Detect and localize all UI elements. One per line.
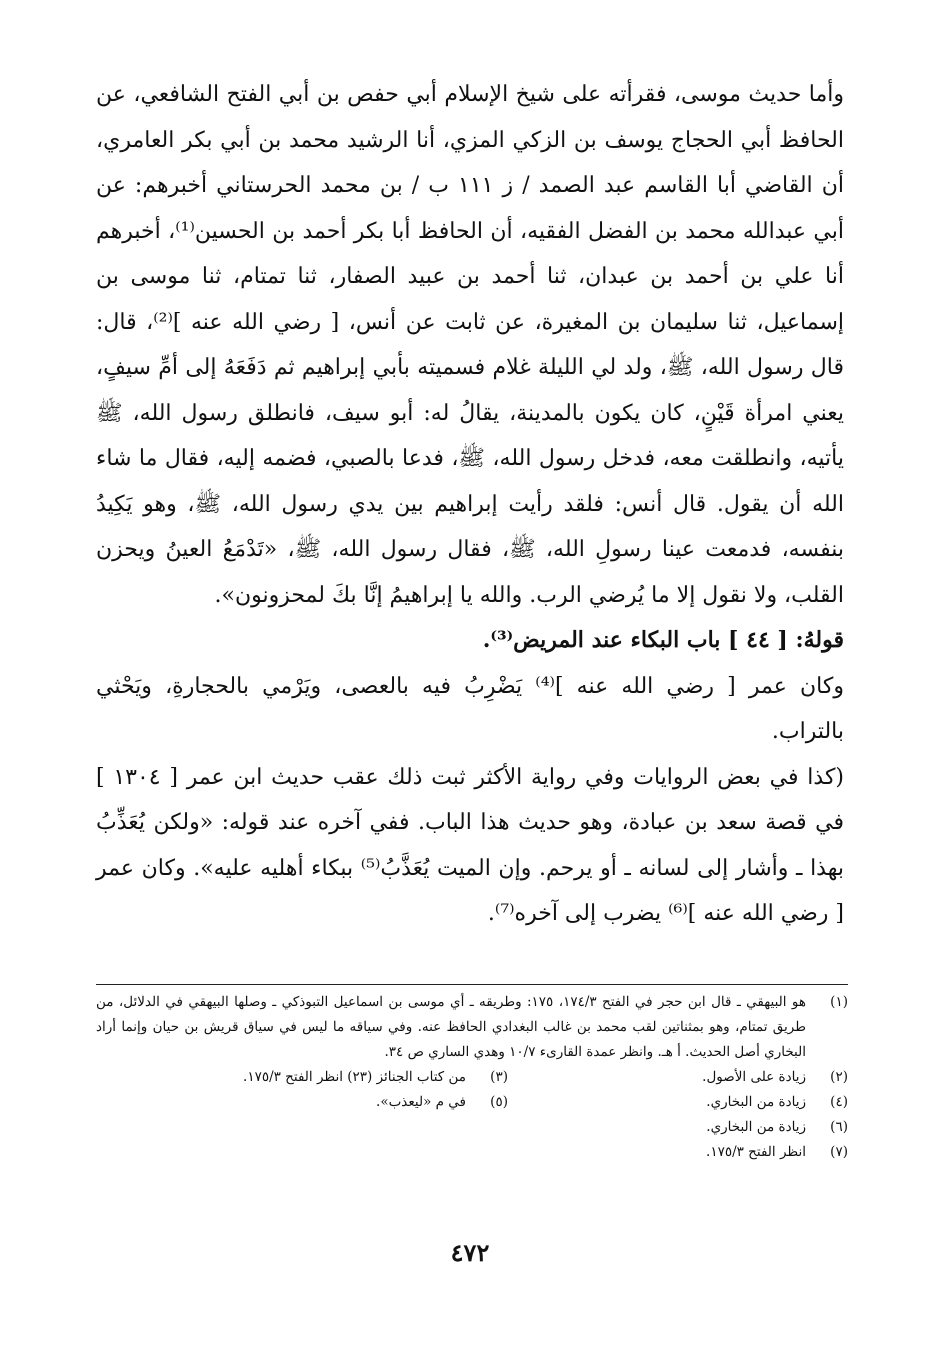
footnotes	[96, 990, 848, 1165]
footnote-text: هو البيهقي ـ قال ابن حجر في الفتح ١٧٤/٣، ١٧٥: وطريقه ـ أي موسى بن اسماعيل التبوذكي ـ وصلها البيهقي في الدلائل، من طريق تمتام، وهو بمثناتين لقب محمد بن غالب البغدادي الحافظ عنه. وفي سياقه ما ليس في سياق قريش بن حيان وإنما أراد البخاري أصل الحديث. أ هـ. وانظر عمدة القارىء ١٠/٧ وهدي الساري ص ٣٤.	[96, 994, 806, 1060]
footnote-text: زيادة من البخاري.	[706, 1094, 806, 1110]
footnote-2	[508, 1065, 848, 1090]
footnote-number: (٣)	[490, 1069, 508, 1085]
footnote-text: في م «ليعذب».	[376, 1094, 466, 1110]
footnote-text: زيادة على الأصول.	[702, 1069, 806, 1085]
footnote-number: (٦)	[830, 1119, 848, 1135]
page-number: ٤٧٢	[450, 1238, 490, 1267]
footnote-1	[96, 990, 848, 1065]
footnote-number: (٥)	[490, 1094, 508, 1110]
footnote-text: زيادة من البخاري.	[706, 1119, 806, 1135]
footnote-3	[168, 1065, 508, 1090]
footnote-5	[168, 1090, 508, 1115]
paragraph-hadith-musa: وأما حديث موسى، فقرأته على شيخ الإسلام أبي حفص بن أبي الفتح الشافعي، عن الحافظ أبي الحجاج يوسف بن الزكي المزي، أنا الرشيد محمد بن أبي بكر العامري، أن القاضي أبا القاسم عبد الصمد / ز ١١١ ب / بن محمد الحرستاني أخبرهم: عن أبي عبدالله محمد بن الفضل الفقيه، أن الحافظ أبا بكر أحمد بن الحسين⁽¹⁾، أخبرهم أنا علي بن أحمد بن عبدان، ثنا أحمد بن عبيد الصفار، ثنا تمتام، ثنا موسى بن إسماعيل، ثنا سليمان بن المغيرة، عن ثابت عن أنس، [ رضي الله عنه ]⁽²⁾، قال: قال رسول الله، ﷺ، ولد لي الليلة غلام فسميته بأبي إبراهيم ثم دَفَعَهُ إلى أمِّ سيفٍ، يعني امرأة قَيْنٍ، كان يكون بالمدينة، يقالُ له: أبو سيف، فانطلق رسول الله، ﷺ يأتيه، وانطلقت معه، فدخل رسول الله، ﷺ، فدعا بالصبي، فضمه إليه، فقال ما شاء الله أن يقول. قال أنس: فلقد رأيت إبراهيم بين يدي رسول الله، ﷺ، وهو يَكِيدُ بنفسه، فدمعت عينا رسولِ الله، ﷺ، فقال رسول الله، ﷺ، «تَدْمَعُ العينُ ويحزن القلب، ولا نقول إلا ما يُرضي الرب. والله يا إبراهيمُ إنَّا بكَ لمحزونون».	[96, 82, 844, 608]
chapter-heading: قولهُ: [ ٤٤ ] باب البكاء عند المريض⁽³⁾.	[482, 627, 844, 653]
footnote-number: (٧)	[830, 1144, 848, 1160]
footnote-number: (١)	[830, 994, 848, 1010]
footnote-4	[508, 1090, 848, 1115]
footnote-pair-2-3	[96, 1065, 848, 1090]
footnote-6	[96, 1115, 848, 1140]
footnote-text: من كتاب الجنائز (٢٣) انظر الفتح ١٧٥/٣.	[243, 1069, 466, 1085]
paragraph-commentary: (كذا في بعض الروايات وفي رواية الأكثر ثبت ذلك عقب حديث ابن عمر [ ١٣٠٤ ] في قصة سعد بن عبادة، وهو حديث هذا الباب. ففي آخره عند قوله: «ولكن يُعَذِّبُ بهذا ـ وأشار إلى لسانه ـ أو يرحم. وإن الميت يُعَذَّبُ⁽⁵⁾ ببكاء أهليه عليه». وكان عمر [ رضي الله عنه ]⁽⁶⁾ يضرب إلى آخره⁽⁷⁾.	[96, 764, 844, 926]
footnote-divider	[96, 984, 848, 985]
footnote-pair-4-5	[96, 1090, 848, 1115]
footnote-text: انظر الفتح ١٧٥/٣.	[706, 1144, 806, 1160]
footnote-number: (٤)	[830, 1094, 848, 1110]
paragraph-umar: وكان عمر [ رضي الله عنه ]⁽⁴⁾ يَضْرِبُ فيه بالعصى، ويَرْمي بالحجارةِ، ويَحْثي بالتراب.	[96, 673, 844, 744]
footnote-number: (٢)	[830, 1069, 848, 1085]
footnote-7	[96, 1140, 848, 1165]
main-text	[96, 72, 844, 937]
